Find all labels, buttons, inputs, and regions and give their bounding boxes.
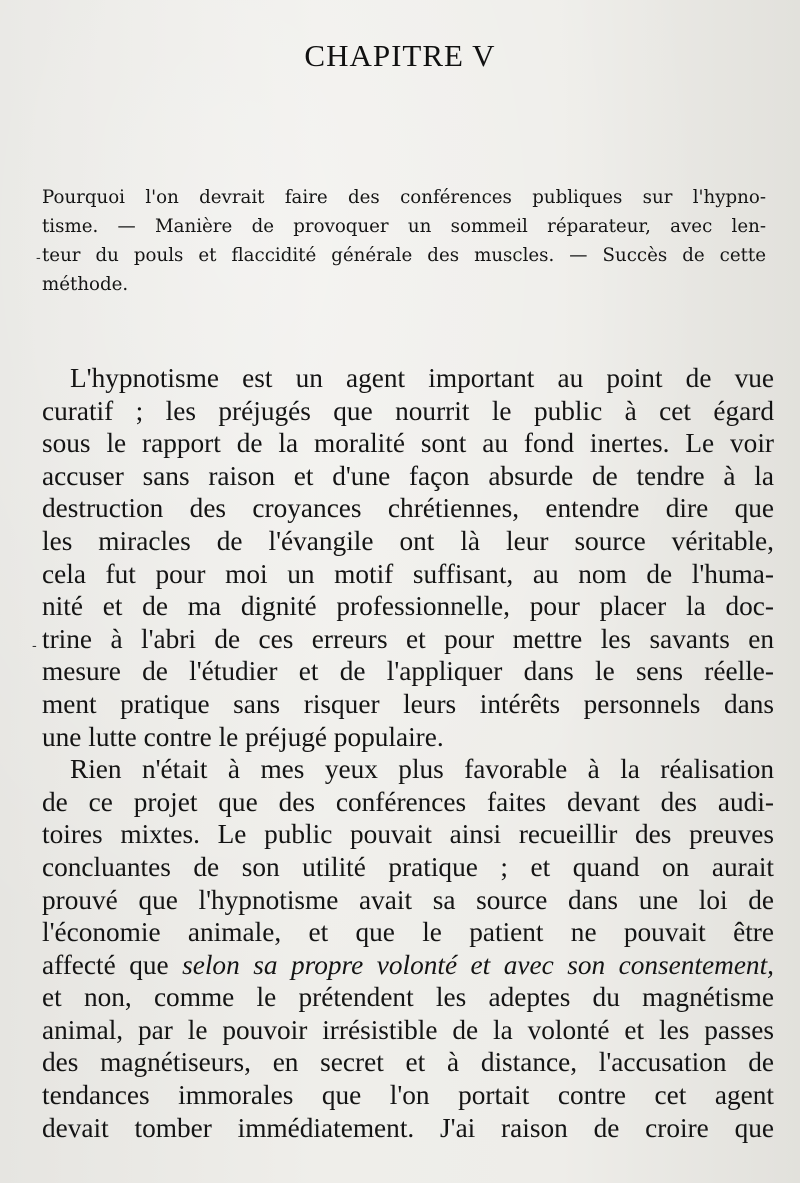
body-line: tendances immorales que l'on portait contre cet agent [42, 1080, 774, 1111]
body-line: nité et de ma dignité professionnelle, pour placer la doc- [42, 591, 774, 622]
body-line: devait tomber immédiatement. J'ai raison de croire que [42, 1112, 774, 1143]
body-line: prouvé que l'hypnotisme avait sa source dans une loi de [42, 884, 774, 915]
body-line-prefix: affecté que [42, 949, 183, 980]
margin-mark: - [32, 638, 37, 654]
body-line: L'hypnotisme est un agent important au point de vue [70, 363, 774, 393]
body-text [42, 362, 774, 1144]
body-line: concluantes de son utilité pratique ; et quand on aurait [42, 851, 774, 882]
margin-mark: - [36, 250, 41, 266]
summary-line: méthode. [42, 274, 129, 295]
body-line: et non, comme le prétendent les adeptes du magnétisme [42, 982, 774, 1013]
chapter-summary [42, 183, 766, 299]
summary-line: teur du pouls et flaccidité générale des muscles. — Succès de cette [42, 245, 766, 266]
body-line: sous le rapport de la moralité sont au fond inertes. Le voir [42, 428, 774, 459]
body-line: destruction des croyances chrétiennes, entendre dire que [42, 493, 774, 524]
summary-line: Pourquoi l'on devrait faire des conférences publiques sur l'hypno- [42, 187, 766, 208]
body-line: accuser sans raison et d'une façon absurde de tendre à la [42, 460, 774, 491]
body-line: Rien n'était à mes yeux plus favorable à la réalisation [70, 754, 774, 785]
body-line: animal, par le pouvoir irrésistible de la volonté et les passes [42, 1014, 774, 1045]
italic-emphasis: selon sa propre volonté et avec son consentement, [182, 949, 774, 980]
body-line: l'économie animale, et que le patient ne pouvait être [42, 917, 774, 948]
summary-line: tisme. — Manière de provoquer un sommeil réparateur, avec len- [42, 216, 766, 237]
body-line: cela fut pour moi un motif suffisant, au nom de l'huma- [42, 558, 774, 589]
body-line: trine à l'abri de ces erreurs et pour mettre les savants en [42, 623, 774, 654]
show-through-shade [120, 150, 800, 180]
body-line: mesure de l'étudier et de l'appliquer dans le sens réelle- [42, 656, 774, 687]
body-line: les miracles de l'évangile ont là leur source véritable, [42, 525, 774, 556]
body-line: ment pratique sans risquer leurs intérêts personnels dans [42, 688, 774, 719]
body-line-with-italic [42, 949, 774, 982]
body-line: curatif ; les préjugés que nourrit le public à cet égard [42, 395, 774, 426]
body-line: des magnétiseurs, en secret et à distance, l'accusation de [42, 1047, 774, 1078]
body-line: une lutte contre le préjugé populaire. [42, 721, 444, 752]
chapter-title: CHAPITRE V [304, 38, 496, 73]
body-line: de ce projet que des conférences faites devant des audi- [42, 786, 774, 817]
body-line: toires mixtes. Le public pouvait ainsi recueillir des preuves [42, 819, 774, 850]
